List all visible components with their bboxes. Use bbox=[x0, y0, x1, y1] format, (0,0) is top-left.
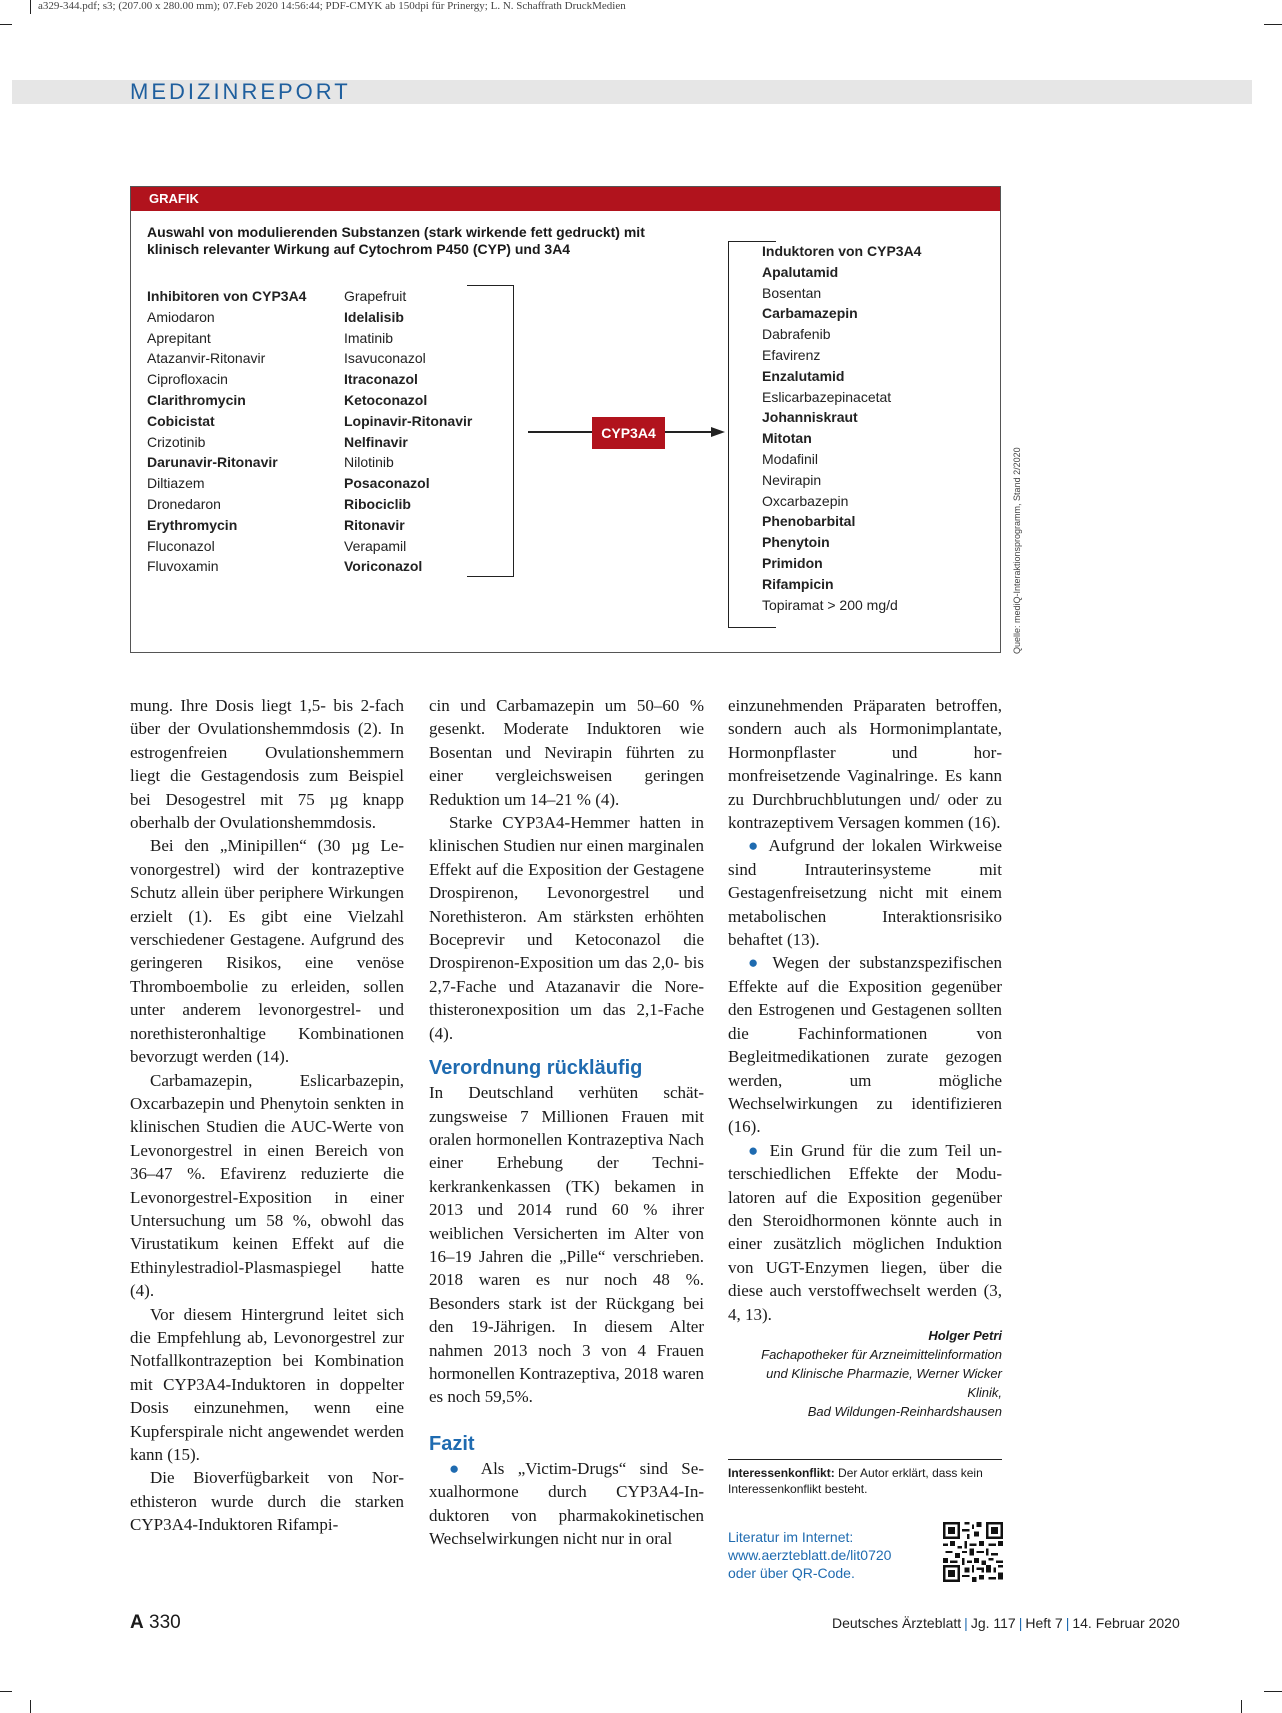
paragraph bbox=[728, 834, 1002, 951]
figure-header-bar bbox=[131, 187, 1000, 211]
substance-item: Grapefruit bbox=[344, 288, 407, 304]
list-heading: Induktoren von CYP3A4 bbox=[762, 243, 922, 259]
footer-separator: | bbox=[1018, 1615, 1023, 1631]
crop-mark bbox=[0, 1691, 12, 1692]
substance-item: Cobicistat bbox=[147, 412, 215, 429]
substance-item: Carbamazepin bbox=[762, 305, 858, 322]
substance-item: Ritonavir bbox=[344, 516, 405, 533]
substance-item: Nilotinib bbox=[344, 454, 394, 471]
author-role: Bad Wildungen-Reinhardshausen bbox=[807, 1403, 1002, 1419]
substance-item: Atazanvir-Ritonavir bbox=[147, 350, 266, 367]
conflict-text: Der Autor erklärt, dass kein Interessenkonflikt besteht. bbox=[728, 1466, 983, 1496]
conflict-of-interest bbox=[728, 1465, 1002, 1497]
substance-item: Clarithromycin bbox=[147, 391, 246, 408]
figure-caption-line: Auswahl von modulierenden Substanzen (stark wirkende fett gedruckt) mit bbox=[147, 224, 645, 240]
figure-source: Quelle: mediQ-Interaktionsprogramm, Stand 2/2020 bbox=[1012, 447, 1022, 654]
substance-item: Fluconazol bbox=[147, 537, 215, 554]
bullet-icon: ● bbox=[748, 1140, 762, 1160]
bullet-icon: ● bbox=[748, 953, 764, 973]
page-number bbox=[130, 1612, 181, 1634]
footer-separator: | bbox=[964, 1615, 968, 1631]
paragraph-text: Aufgrund der lokalen Wirkweise sind Intrauterinsysteme mit Gestagenfreisetzung nicht mit einem metabolischen Interaktionsrisiko behaftet (13). bbox=[728, 836, 1002, 950]
substance-item: Ketoconazol bbox=[344, 391, 428, 408]
substance-item: Phenytoin bbox=[762, 534, 830, 551]
literature-line: oder über QR-Code. bbox=[728, 1565, 855, 1581]
substance-item: Primidon bbox=[762, 554, 823, 571]
paragraph: Carbamazepin, Eslicarbazepin, Oxcarbazepin und Phenytoin senkten in klinischen Studien die AUC-Werte von Levonorgestrel in einen Bereich von 36–47 %. Efavirenz reduzierte die Levonorgestrel-Exposition in einer Untersuchung um 58 %, obwohl das Virustatikum keinen Effekt auf die Ethinylestradiol-Plasmaspiegel hatte (4). bbox=[130, 1070, 404, 1301]
substance-item: Johanniskraut bbox=[762, 409, 858, 426]
article-column-1 bbox=[130, 694, 404, 1537]
substance-item: Imatinib bbox=[344, 329, 394, 346]
substance-item: Rifampicin bbox=[762, 575, 834, 592]
substance-item: Erythromycin bbox=[147, 516, 238, 533]
journal-date: 14. Februar 2020 bbox=[1072, 1615, 1180, 1631]
article-column-3 bbox=[728, 694, 1002, 1421]
substance-item: Bosentan bbox=[762, 284, 822, 301]
substance-item: Idelalisib bbox=[344, 308, 404, 325]
paragraph: mung. Ihre Dosis liegt 1,5- bis 2-fach über der Ovulationshemmdosis (2). In estrogenfreien Ovulationshemmern liegt die Gestagendosis zum Beispiel bei Desogestrel mit 75 µg knapp oberhalb der Ovulationshemmdosis. bbox=[130, 696, 404, 833]
substance-item: Mitotan bbox=[762, 430, 812, 447]
footer-journal bbox=[832, 1615, 1180, 1631]
substance-item: Enzalutamid bbox=[762, 367, 845, 384]
substance-item: Nevirapin bbox=[762, 471, 822, 488]
paragraph bbox=[728, 1139, 1002, 1326]
section-heading: Fazit bbox=[429, 1432, 475, 1455]
substance-item: Phenobarbital bbox=[762, 513, 856, 530]
substance-item: Eslicarbazepinacetat bbox=[762, 388, 892, 405]
substance-item: Verapamil bbox=[344, 537, 407, 554]
paragraph bbox=[728, 951, 1002, 1138]
paragraph bbox=[429, 1457, 704, 1551]
literature-link[interactable] bbox=[728, 1528, 918, 1582]
cyp3a4-box: CYP3A4 bbox=[592, 417, 665, 449]
page-number-value: 330 bbox=[149, 1612, 181, 1633]
author-role: Fachapotheker für Arzneimittelinformation bbox=[761, 1346, 1002, 1362]
figure-caption-line: klinisch relevanter Wirkung auf Cytochrom P450 (CYP) und 3A4 bbox=[147, 241, 571, 257]
paragraph: cin und Carbamazepin um 50–60 % gesenkt. Moderate Induktoren wie Bosentan und Nevirapin führten zu einer vergleichsweisen geringen Reduktion um 14–21 % (4). bbox=[429, 696, 704, 809]
substance-item: Modafinil bbox=[762, 450, 819, 467]
inhibitor-list-col2 bbox=[344, 286, 472, 577]
paragraph: Bei den „Minipillen“ (30 µg Levonorgestrel) wird der kontrazeptive Schutz allein über periphere Wirkungen erzielt (1). Es gibt eine Vielzahl verschiedener Gestagene. Aufgrund des geringeren Risikos, eine venöse Thromboembolie zu erleiden, sollen unter anderem levonorgestrel- und norethisteronhaltige Kombinationen bevorzugt werden (14). bbox=[130, 836, 404, 1067]
journal-volume: Jg. 117 bbox=[970, 1615, 1016, 1631]
substance-item: Nelfinavir bbox=[344, 433, 408, 450]
substance-item: Efavirenz bbox=[762, 346, 821, 363]
crop-mark bbox=[0, 24, 12, 25]
connector-line bbox=[665, 431, 711, 433]
paragraph: einzunehmenden Präparaten betroffen, sondern auch als Hormonimplantate, Hormonpflaster und hormonfreisetzende Vaginalringe. Es kann zu Durchbruchblutungen und/ oder zu kontrazeptivem Versagen kommen (16). bbox=[728, 696, 1002, 833]
paragraph: Vor diesem Hintergrund leitet sich die Empfehlung ab, Levonorgestrel zur Notfallkontrazeption bei Kombination mit CYP3A4-Induktoren in doppelter Dosis einzunehmen, wenn eine Kupferspirale nicht angewendet werden kann (15). bbox=[130, 1304, 404, 1464]
article-column-2 bbox=[429, 694, 704, 1550]
substance-item: Apalutamid bbox=[762, 263, 839, 280]
crop-mark bbox=[1264, 24, 1282, 25]
literature-line: Literatur im Internet: bbox=[728, 1529, 854, 1545]
author-block bbox=[728, 1326, 1002, 1421]
inhibitor-bracket bbox=[467, 285, 514, 577]
paragraph-text: Ein Grund für die zum Teil unterschiedlichen Effekte der Modulatoren auf die Exposition gegenüber den Steroidhormonen könnte auch in einer zusätzlich möglichen Induktion von UGT-Enzymen liegen, über die diese auch verstoffwechselt werden (3, 4, 13). bbox=[728, 1140, 1002, 1324]
inhibitor-list-col1 bbox=[147, 286, 306, 577]
divider bbox=[728, 1459, 1002, 1460]
substance-item: Crizotinib bbox=[147, 433, 206, 450]
conflict-label: Interessenkonflikt: bbox=[728, 1466, 835, 1480]
substance-item: Ciprofloxacin bbox=[147, 371, 228, 388]
substance-item: Isavuconazol bbox=[344, 350, 426, 367]
substance-item: Amiodaron bbox=[147, 308, 215, 325]
paragraph: Starke CYP3A4-Hemmer hatten in klinischen Studien nur einen marginalen Effekt auf die Exposition der Gestagene Drospirenon, Levonorgestrel und Norethisteron. Am stärksten erhöhten Boceprevir und Ketoconazol die Drospirenon-Exposition um das 2,0- bis 2,7-Fache und Atazanavir die Norethisteronexposition um das 2,1-Fache (4). bbox=[429, 813, 704, 1043]
crop-mark bbox=[1241, 1700, 1242, 1713]
connector-line bbox=[528, 431, 592, 433]
figure-label: GRAFIK bbox=[149, 191, 199, 206]
substance-item: Lopinavir-Ritonavir bbox=[344, 412, 473, 429]
print-slug: a329-344.pdf; s3; (207.00 x 280.00 mm); 07.Feb 2020 14:56:44; PDF-CMYK ab 150dpi für Prinergy; L. N. Schaffrath DruckMedien bbox=[38, 0, 626, 12]
section-title: MEDIZINREPORT bbox=[130, 79, 351, 104]
crop-mark bbox=[30, 0, 31, 14]
substance-item: Topiramat > 200 mg/d bbox=[762, 596, 898, 613]
inducer-list bbox=[762, 241, 921, 615]
substance-item: Posaconazol bbox=[344, 475, 430, 492]
substance-item: Diltiazem bbox=[147, 475, 205, 492]
figure-caption bbox=[147, 224, 707, 258]
crop-mark bbox=[1264, 1691, 1282, 1692]
substance-item: Voriconazol bbox=[344, 558, 423, 575]
footer-separator: | bbox=[1065, 1615, 1070, 1631]
substance-item: Itraconazol bbox=[344, 371, 418, 388]
journal-name: Deutsches Ärzteblatt bbox=[832, 1615, 962, 1631]
paragraph: Die Bioverfügbarkeit von Norethisteron wurde durch die starken CYP3A4-Induktoren Rifampi- bbox=[130, 1468, 404, 1535]
substance-item: Fluvoxamin bbox=[147, 558, 219, 575]
crop-mark bbox=[30, 1700, 31, 1713]
substance-item: Ribociclib bbox=[344, 495, 411, 512]
substance-item: Aprepitant bbox=[147, 329, 211, 346]
bullet-icon: ● bbox=[449, 1458, 469, 1478]
substance-item: Dabrafenib bbox=[762, 326, 831, 343]
journal-issue: Heft 7 bbox=[1025, 1615, 1063, 1631]
literature-url[interactable]: www.aerzteblatt.de/lit0720 bbox=[728, 1547, 892, 1563]
author-name: Holger Petri bbox=[928, 1327, 1002, 1343]
author-role: und Klinische Pharmazie, Werner Wicker Klinik, bbox=[766, 1365, 1002, 1400]
figure-box bbox=[130, 186, 1001, 653]
substance-item: Darunavir-Ritonavir bbox=[147, 454, 278, 471]
qr-code-icon[interactable] bbox=[943, 1522, 1003, 1582]
paragraph: In Deutschland verhüten schätzungsweise 7 Millionen Frauen mit oralen hormonellen Kontrazeptiva Nach einer Erhebung der Technikerkrankenkassen (TK) bekamen in 2013 und 2014 rund 60 % ihrer weiblichen Versicherten im Alter von 16–19 Jahren die „Pille“ verschrieben. 2018 waren es nur noch 48 %. Besonders stark ist der Rückgang bei den 19-Jährigen. In diesem Alter nahmen 2013 noch 3 von 4 Frauen hormonellen Kontrazeptiva, 2018 waren es noch 59,5%. bbox=[429, 1083, 704, 1407]
paragraph-text: Wegen der substanzspezifischen Effekte auf die Exposition gegenüber den Estrogenen und Gestagenen sollten die Fachinformationen von Begleitmedikationen zurate gezogen werden, um mögliche Wechselwirkungen zu identifizieren (16). bbox=[728, 953, 1002, 1137]
section-heading: Verordnung rückläufig bbox=[429, 1057, 643, 1080]
paragraph-text: Als „Victim-Drugs“ sind Sexualhormone durch CYP3A4-Induktoren von pharmakokinetischen Wechselwirkungen nicht nur in oral bbox=[429, 1458, 704, 1548]
substance-item: Dronedaron bbox=[147, 495, 221, 512]
list-heading: Inhibitoren von CYP3A4 bbox=[147, 288, 307, 304]
page-prefix: A bbox=[130, 1612, 144, 1633]
arrow-right-icon bbox=[711, 427, 725, 437]
substance-item: Oxcarbazepin bbox=[762, 492, 849, 509]
bullet-icon: ● bbox=[748, 836, 762, 856]
